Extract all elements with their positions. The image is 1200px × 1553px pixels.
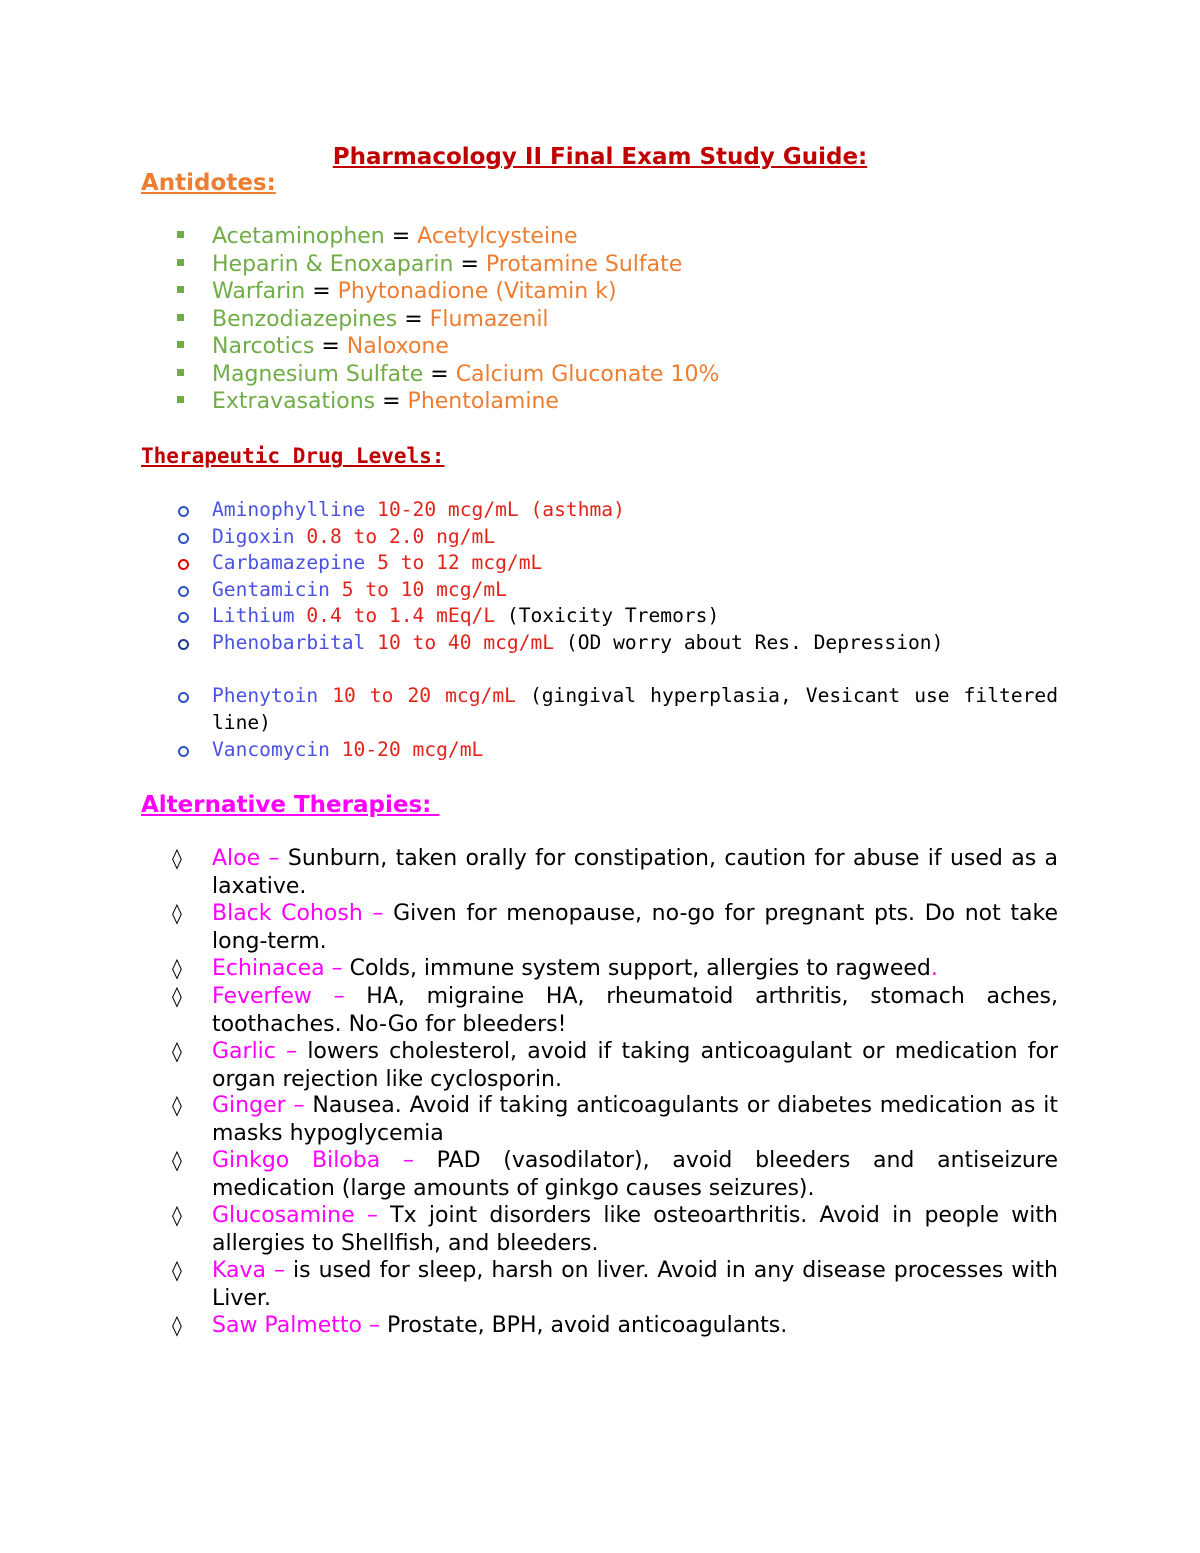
drug-name: Narcotics bbox=[212, 334, 315, 359]
diamond-bullet-icon: ◊ bbox=[172, 1148, 182, 1172]
level-range: 0.8 to 2.0 ng/mL bbox=[294, 524, 496, 548]
herb-description: Given for menopause, no-go for pregnant pts. Do not take long-term. bbox=[212, 901, 1058, 954]
herb-name: Kava – bbox=[212, 1258, 294, 1283]
diamond-bullet-icon: ◊ bbox=[172, 1203, 182, 1227]
circle-bullet-icon bbox=[178, 586, 189, 597]
equals-sign: = bbox=[375, 389, 408, 414]
herb-name: Echinacea – bbox=[212, 956, 350, 981]
equals-sign: = bbox=[397, 306, 430, 332]
equals-sign: = bbox=[423, 361, 456, 387]
herb-description: is used for sleep, harsh on liver. Avoid in any disease processes with Liver. bbox=[212, 1258, 1058, 1311]
antidote-name: Protamine Sulfate bbox=[485, 251, 683, 277]
drug-name: Warfarin bbox=[212, 279, 306, 304]
square-bullet-icon bbox=[177, 231, 184, 238]
drug-levels-heading: Therapeutic Drug Levels: bbox=[141, 444, 445, 468]
antidotes-heading: Antidotes: bbox=[141, 170, 276, 196]
drug-name: Heparin & Enoxaparin bbox=[212, 251, 454, 277]
diamond-bullet-icon: ◊ bbox=[172, 1039, 182, 1063]
herb-name: Glucosamine – bbox=[212, 1203, 391, 1228]
drug-name: Carbamazepine bbox=[212, 551, 366, 574]
drug-name: Aminophylline bbox=[212, 498, 366, 521]
herb-description: HA, migraine HA, rheumatoid arthritis, stomach aches, toothaches. No-Go for bleeders! bbox=[212, 984, 1058, 1037]
alternative-therapies-heading: Alternative Therapies: bbox=[141, 792, 440, 818]
equals-sign: = bbox=[314, 334, 347, 359]
drug-name: Acetaminophen bbox=[212, 224, 385, 249]
square-bullet-icon bbox=[177, 341, 184, 348]
drug-name: Digoxin bbox=[212, 524, 295, 548]
level-note: (Toxicity Tremors) bbox=[495, 604, 720, 627]
herb-name: Garlic – bbox=[212, 1039, 308, 1064]
herb-name: Saw Palmetto – bbox=[212, 1313, 387, 1338]
diamond-bullet-icon: ◊ bbox=[172, 984, 182, 1008]
herb-description-period: . bbox=[930, 956, 938, 981]
herb-name: Black Cohosh – bbox=[212, 901, 394, 926]
herb-description: Nausea. Avoid if taking anticoagulants or diabetes medication as it masks hypoglycemia bbox=[212, 1093, 1058, 1146]
circle-bullet-icon bbox=[178, 612, 189, 623]
level-range: 10-20 mcg/mL bbox=[329, 737, 484, 761]
herb-name: Ginger – bbox=[212, 1093, 313, 1118]
level-range: 5 to 10 mcg/mL bbox=[329, 577, 507, 601]
diamond-bullet-icon: ◊ bbox=[172, 956, 182, 980]
herb-name: Ginkgo Biloba – bbox=[212, 1148, 437, 1173]
diamond-bullet-icon: ◊ bbox=[172, 1258, 182, 1282]
level-range: 10 to 20 mcg/mL bbox=[318, 684, 516, 707]
square-bullet-icon bbox=[177, 259, 184, 266]
antidote-name: Flumazenil bbox=[429, 306, 549, 332]
circle-bullet-icon bbox=[178, 692, 189, 703]
level-range: 5 to 12 mcg/mL bbox=[365, 551, 543, 574]
herb-description: Tx joint disorders like osteoarthritis. Avoid in people with allergies to Shellfish, and bleeders. bbox=[212, 1203, 1058, 1256]
diamond-bullet-icon: ◊ bbox=[172, 901, 182, 925]
drug-name: Gentamicin bbox=[212, 577, 330, 601]
herb-description: Sunburn, taken orally for constipation, caution for abuse if used as a laxative. bbox=[212, 846, 1058, 899]
diamond-bullet-icon: ◊ bbox=[172, 1093, 182, 1117]
drug-name: Vancomycin bbox=[212, 737, 330, 761]
level-note: (OD worry about Res. Depression) bbox=[554, 630, 944, 654]
level-note: (gingival hyperplasia, Vesicant use filtered line) bbox=[212, 684, 1059, 734]
herb-description: Colds, immune system support, allergies to ragweed bbox=[349, 956, 931, 981]
drug-name: Magnesium Sulfate bbox=[212, 361, 424, 387]
page-title: Pharmacology II Final Exam Study Guide: bbox=[332, 144, 868, 170]
drug-name: Phenobarbital bbox=[212, 630, 366, 654]
equals-sign: = bbox=[305, 279, 338, 304]
drug-name: Lithium bbox=[212, 604, 295, 627]
antidote-name: Naloxone bbox=[346, 334, 449, 359]
level-range: 10-20 mcg/mL (asthma) bbox=[365, 498, 625, 521]
square-bullet-icon bbox=[177, 286, 184, 293]
equals-sign: = bbox=[453, 251, 486, 277]
drug-name: Phenytoin bbox=[212, 684, 319, 707]
drug-name: Benzodiazepines bbox=[212, 306, 398, 332]
antidote-name: Phytonadione (Vitamin k) bbox=[337, 279, 617, 304]
herb-description: lowers cholesterol, avoid if taking anticoagulant or medication for organ rejection like cyclosporin. bbox=[212, 1039, 1058, 1092]
herb-description: PAD (vasodilator), avoid bleeders and antiseizure medication (large amounts of ginkgo causes seizures). bbox=[212, 1148, 1058, 1201]
circle-bullet-icon bbox=[178, 559, 189, 570]
antidote-name: Calcium Gluconate 10% bbox=[455, 361, 720, 387]
diamond-bullet-icon: ◊ bbox=[172, 846, 182, 870]
antidote-name: Acetylcysteine bbox=[417, 224, 578, 249]
square-bullet-icon bbox=[177, 396, 184, 403]
circle-bullet-icon bbox=[178, 533, 189, 544]
level-range: 10 to 40 mcg/mL bbox=[365, 630, 555, 654]
herb-name: Feverfew – bbox=[212, 984, 367, 1009]
diamond-bullet-icon: ◊ bbox=[172, 1313, 182, 1337]
circle-bullet-icon bbox=[178, 639, 189, 650]
circle-bullet-icon bbox=[178, 746, 189, 757]
level-range: 0.4 to 1.4 mEq/L bbox=[294, 604, 496, 627]
herb-description: Prostate, BPH, avoid anticoagulants. bbox=[386, 1313, 788, 1338]
drug-name: Extravasations bbox=[212, 389, 376, 414]
square-bullet-icon bbox=[177, 369, 184, 376]
herb-name: Aloe – bbox=[212, 846, 288, 871]
square-bullet-icon bbox=[177, 314, 184, 321]
equals-sign: = bbox=[384, 224, 418, 249]
circle-bullet-icon bbox=[178, 506, 189, 517]
antidote-name: Phentolamine bbox=[407, 389, 559, 414]
